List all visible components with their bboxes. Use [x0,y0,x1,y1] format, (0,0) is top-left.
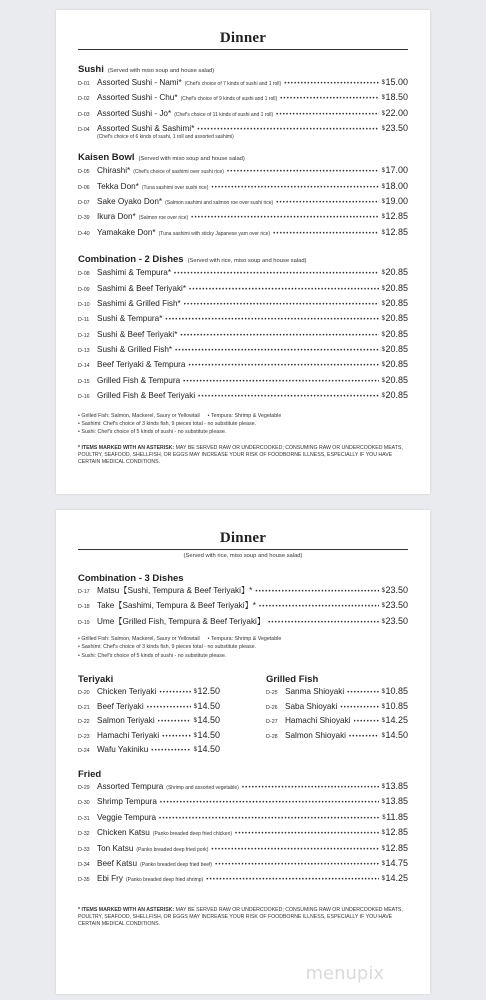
item-code: D-12 [78,332,90,339]
menu-item [78,843,408,858]
dot-leader [159,690,190,696]
dot-leader [191,215,378,221]
item-price: $10.85 [381,686,408,697]
item-name: Beef Teriyaki [97,701,144,711]
item-code: D-27 [266,719,278,726]
dot-leader [206,877,378,883]
item-code: D-15 [78,378,90,385]
menu-item [78,873,408,888]
dot-leader [198,394,378,400]
item-price: $14.25 [381,715,408,726]
menu-item [78,313,408,328]
item-subnote: (Chef's choice of 6 kinds of sushi, 1 roll and assorted sashimi) [97,134,234,141]
item-description: (Shrimp and assorted vegetable) [166,785,239,792]
item-description: (Chef's choice of 9 kinds of sushi and 1 roll) [180,96,278,103]
item-price: $23.50 [381,123,408,134]
item-name: Sushi & Tempura* [97,314,163,324]
menu-item [266,715,408,730]
item-name: Ikura Don* [97,212,136,222]
dot-leader [284,81,378,87]
menu-item [78,812,408,827]
item-code: D-11 [78,317,90,324]
page-title: Dinner [219,530,267,546]
item-price: $14.75 [381,857,408,868]
dot-leader [255,589,378,595]
item-price: $20.85 [381,328,408,339]
item-price: $13.85 [381,781,408,792]
item-code: D-03 [78,111,90,118]
item-code: D-20 [78,690,90,697]
item-code: D-40 [78,230,90,237]
item-price: $12.50 [193,686,220,697]
menu-item [78,585,408,600]
note-sushi: • Sushi: Chef's choice of 5 kinds of sushi - no substitute please. [78,652,227,659]
dot-leader [227,169,379,175]
section-fried [78,769,408,889]
title-rule [78,49,408,50]
menu-item [78,329,408,344]
note-tempura: • Tempura: Shrimp & Vegetable [207,636,282,643]
item-name: Take【Sashimi, Tempura & Beef Teriyaki】* [97,601,256,611]
item-code: D-05 [78,169,90,176]
menu-sections [78,64,408,406]
menu-item [266,686,408,701]
section-heading: Combination - 3 Dishes [78,573,184,584]
menu-item [78,781,408,796]
item-price: $17.00 [381,165,408,176]
menu-item [78,344,408,359]
item-name: Ebi Fry [97,874,123,884]
menu-item [266,730,408,745]
item-name: Shrimp Tempura [97,797,157,807]
item-price: $14.50 [193,744,220,755]
item-price: $14.25 [381,873,408,884]
menu-item [78,686,220,701]
item-name: Yamakake Don* [97,227,156,237]
item-name: Beef Katsu [97,858,138,868]
combo-notes [78,412,408,437]
item-price: $14.50 [193,729,220,740]
item-price: $10.85 [381,700,408,711]
menu-item [78,600,408,615]
item-name: Assorted Sushi & Sashimi* [97,124,195,134]
item-price: $20.85 [381,359,408,370]
item-price: $14.50 [381,729,408,740]
section-note: (Served with rice, miso soup and house salad) [187,258,307,265]
item-price: $13.85 [381,796,408,807]
menu-item [78,227,408,242]
item-code: D-13 [78,348,90,355]
dot-leader [259,604,379,610]
item-price: $11.85 [382,811,408,822]
item-name: Assorted Sushi - Jo* [97,108,172,118]
item-code: D-18 [78,604,90,611]
item-price: $12.85 [381,211,408,222]
item-code: D-25 [266,690,278,697]
dot-leader [175,348,379,354]
item-code: D-26 [266,704,278,711]
watermark-logo: menupix [305,963,384,984]
item-price: $20.85 [381,297,408,308]
item-name: Tekka Don* [97,181,139,191]
item-price: $20.85 [381,267,408,278]
note-sashimi: • Sashimi: Chef's choice of 3 kinds fish, 9 pieces total - no substitute please. [78,644,257,651]
raw-food-disclaimer: * ITEMS MARKED WITH AN ASTERISK: MAY BE SERVED RAW OR UNDERCOOKED; CONSUMING RAW OR UNDERCOOKED MEATS, POULTRY, SEAFOOD, SHELLFISH, OR EGGS MAY INCREASE YOUR RISK OF FOODBORNE ILLNESS, ESPECIALLY IF YOU HAVE CERTAIN MEDICAL CONDITIONS. [78,444,403,465]
item-description: (Tuna sashimi over sushi rice) [141,184,209,191]
item-price: $18.00 [381,180,408,191]
dot-leader [158,719,191,725]
item-code: D-19 [78,619,90,626]
item-price: $23.50 [381,600,408,611]
item-name: Ton Katsu [97,843,134,853]
dot-leader [174,271,379,277]
dot-leader [184,302,379,308]
section-heading: Kaisen Bowl (Served with miso soup and house salad) [78,152,245,164]
section-grilled-fish [266,674,408,759]
item-price: $15.00 [381,77,408,87]
menu-item [78,701,220,716]
item-name: Matsu【Sushi, Tempura & Beef Teriyaki】* [97,586,253,595]
item-price: $14.50 [193,700,220,711]
dot-leader [151,748,190,754]
dot-leader [349,734,379,740]
item-name: Sanma Shioyaki [285,687,345,697]
item-code: D-06 [78,184,90,191]
dot-leader [197,127,378,133]
item-name: Chicken Teriyaki [97,687,157,697]
menu-item [78,211,408,226]
item-name: Sushi & Beef Teriyaki* [97,329,178,339]
item-name: Salmon Teriyaki [97,716,155,726]
item-code: D-09 [78,286,90,293]
item-price: $20.85 [381,374,408,385]
item-price: $14.50 [193,715,220,726]
item-price: $12.85 [381,226,408,237]
item-description: (Salmon sashimi and salmon roe over sushi rice) [165,199,274,206]
dot-leader [159,816,379,822]
item-name: Ume【Grilled Fish, Tempura & Beef Teriyaki】 [97,616,266,626]
menu-item [78,77,408,92]
item-price: $18.50 [381,92,408,103]
menu-item [78,298,408,313]
menu-page-1 [56,10,430,494]
menu-item [78,181,408,196]
dot-leader [268,620,379,626]
item-price: $23.50 [381,615,408,626]
item-name: Hamachi Shioyaki [285,716,351,726]
menu-item [78,827,408,842]
note-grilled-fish: • Grilled Fish: Salmon, Mackerel, Saury or Yellowtail [78,412,200,419]
item-name: Grilled Fish & Tempura [97,375,181,385]
item-description: (Panko breaded deep fried beef) [140,861,213,868]
dot-leader [188,363,378,369]
section-heading: Sushi (Served with miso soup and house salad) [78,64,215,75]
item-description: (Salmon roe over rice) [138,215,189,222]
item-name: Wafu Yakiniku [97,745,149,755]
menu-item [78,267,408,282]
item-name: Assorted Sushi - Nami* [97,78,182,87]
item-code: D-07 [78,199,90,206]
item-code: D-28 [266,733,278,740]
menu-item [78,730,220,745]
item-code: D-24 [78,748,90,755]
menu-item [78,375,408,390]
item-name: Chicken Katsu [97,828,150,838]
menu-item [78,92,408,107]
item-description: (Panko breaded deep fried chicken) [152,831,233,838]
item-price: $19.00 [381,195,408,206]
item-code: D-34 [78,861,90,868]
item-code: D-14 [78,363,90,370]
dot-leader [162,734,190,740]
item-price: $20.85 [381,390,408,401]
item-code: D-33 [78,846,90,853]
note-sashimi: • Sashimi: Chef's choice of 3 kinds fish, 9 pieces total - no substitute please. [78,420,257,427]
item-code: D-16 [78,394,90,401]
dot-leader [340,705,378,711]
dot-leader [235,831,379,837]
note-sushi: • Sushi: Chef's choice of 5 kinds of sushi - no substitute please. [78,429,227,436]
item-description: (Tuna sashimi with sticky Japanese yam over rice) [158,230,271,237]
note-grilled-fish: • Grilled Fish: Salmon, Mackerel, Saury or Yellowtail [78,636,200,643]
item-name: Chirashi* [97,166,131,176]
item-price: $12.85 [381,827,408,838]
section-heading: Teriyaki [78,674,114,686]
menu-item [78,616,408,631]
section-combination-2-dishes [78,254,408,406]
item-code: D-01 [78,81,90,87]
page-title: Dinner [219,30,267,46]
item-code: D-04 [78,127,90,134]
menu-item [78,283,408,298]
item-description: (Panko breaded deep fried pork) [136,846,209,853]
item-price: $20.85 [381,344,408,355]
item-price: $20.85 [381,282,408,293]
dot-leader [276,200,378,206]
dot-leader [189,287,379,293]
section-sushi [78,64,408,140]
combo-notes [78,635,408,660]
section-heading: Combination - 2 Dishes (Served with rice, miso soup and house salad) [78,254,307,266]
menu-page-2 [56,510,430,994]
item-description: (Chef's choice of 7 kinds of sushi and 1 roll) [184,81,282,87]
menu-item [78,359,408,374]
item-code: D-30 [78,800,90,807]
menu-item [78,715,220,730]
item-code: D-29 [78,785,90,792]
item-price: $12.85 [381,842,408,853]
item-price: $20.85 [381,313,408,324]
section-note: (Served with miso soup and house salad) [107,68,215,74]
item-name: Hamachi Teriyaki [97,730,160,740]
menu-item [78,858,408,873]
dot-leader [183,379,379,385]
item-code: D-35 [78,877,90,884]
dot-leader [242,785,379,791]
item-code: D-39 [78,215,90,222]
item-code: D-17 [78,589,90,595]
item-name: Salmon Shioyaki [285,730,346,740]
dot-leader [354,719,379,725]
item-name: Beef Teriyaki & Tempura [97,360,186,370]
dot-leader [347,690,378,696]
item-code: D-21 [78,704,90,711]
item-name: Sake Oyako Don* [97,196,163,206]
dot-leader [180,333,378,339]
item-name: Sashimi & Grilled Fish* [97,298,181,308]
menu-item [78,108,408,123]
item-code: D-32 [78,831,90,838]
dot-leader [273,231,379,237]
item-description: (Panko breaded deep fried shrimp) [125,877,204,884]
title-rule [78,549,408,550]
item-code: D-08 [78,271,90,278]
menu-item [78,196,408,211]
item-name: Assorted Sushi - Chu* [97,93,178,103]
item-code: D-02 [78,96,90,103]
dot-leader [160,800,379,806]
menu-item [78,796,408,811]
item-description: (Chef's choice of sashimi over sushi rice) [133,169,224,176]
section-teriyaki [78,674,220,759]
item-name: Veggie Tempura [97,812,157,822]
item-code: D-23 [78,733,90,740]
item-description: (Chef's choice of 11 kinds of sushi and 1 roll) [174,111,274,118]
dot-leader [215,862,379,868]
menu-item [266,701,408,716]
section-heading: Fried [78,769,102,781]
dot-leader [280,96,379,102]
menu-item [78,390,408,405]
dot-leader [165,317,378,323]
item-name: Saba Shioyaki [285,701,338,711]
teriyaki-grilled-columns [78,674,408,759]
dot-leader [211,847,378,853]
item-name: Assorted Tempura [97,782,164,792]
section-heading: Grilled Fish [266,674,319,686]
dot-leader [211,185,378,191]
item-name: Sushi & Grilled Fish* [97,345,173,355]
item-price: $22.00 [381,107,408,118]
menu-item [78,744,220,759]
item-code: D-22 [78,719,90,726]
item-price: $23.50 [381,585,408,595]
section-kaisen-bowl [78,152,408,242]
dot-leader [276,112,378,118]
dot-leader [147,705,191,711]
item-name: Grilled Fish & Beef Teriyaki [97,391,196,401]
menu-item [78,165,408,180]
item-name: Sashimi & Beef Teriyaki* [97,283,187,293]
item-code: D-31 [78,815,90,822]
section-combination-3 [78,573,408,631]
item-name: Sashimi & Tempura* [97,268,172,278]
section-note: (Served with miso soup and house salad) [138,156,245,163]
item-code: D-10 [78,301,90,308]
note-tempura: • Tempura: Shrimp & Vegetable [207,412,282,419]
raw-food-disclaimer: * ITEMS MARKED WITH AN ASTERISK: MAY BE SERVED RAW OR UNDERCOOKED; CONSUMING RAW OR UNDERCOOKED MEATS, POULTRY, SEAFOOD, SHELLFISH, OR EGGS MAY INCREASE YOUR RISK OF FOODBORNE ILLNESS, ESPECIALLY IF YOU HAVE CERTAIN MEDICAL CONDITIONS. [78,906,403,928]
page-subtitle: (Served with rice, miso soup and house salad) [183,553,303,559]
